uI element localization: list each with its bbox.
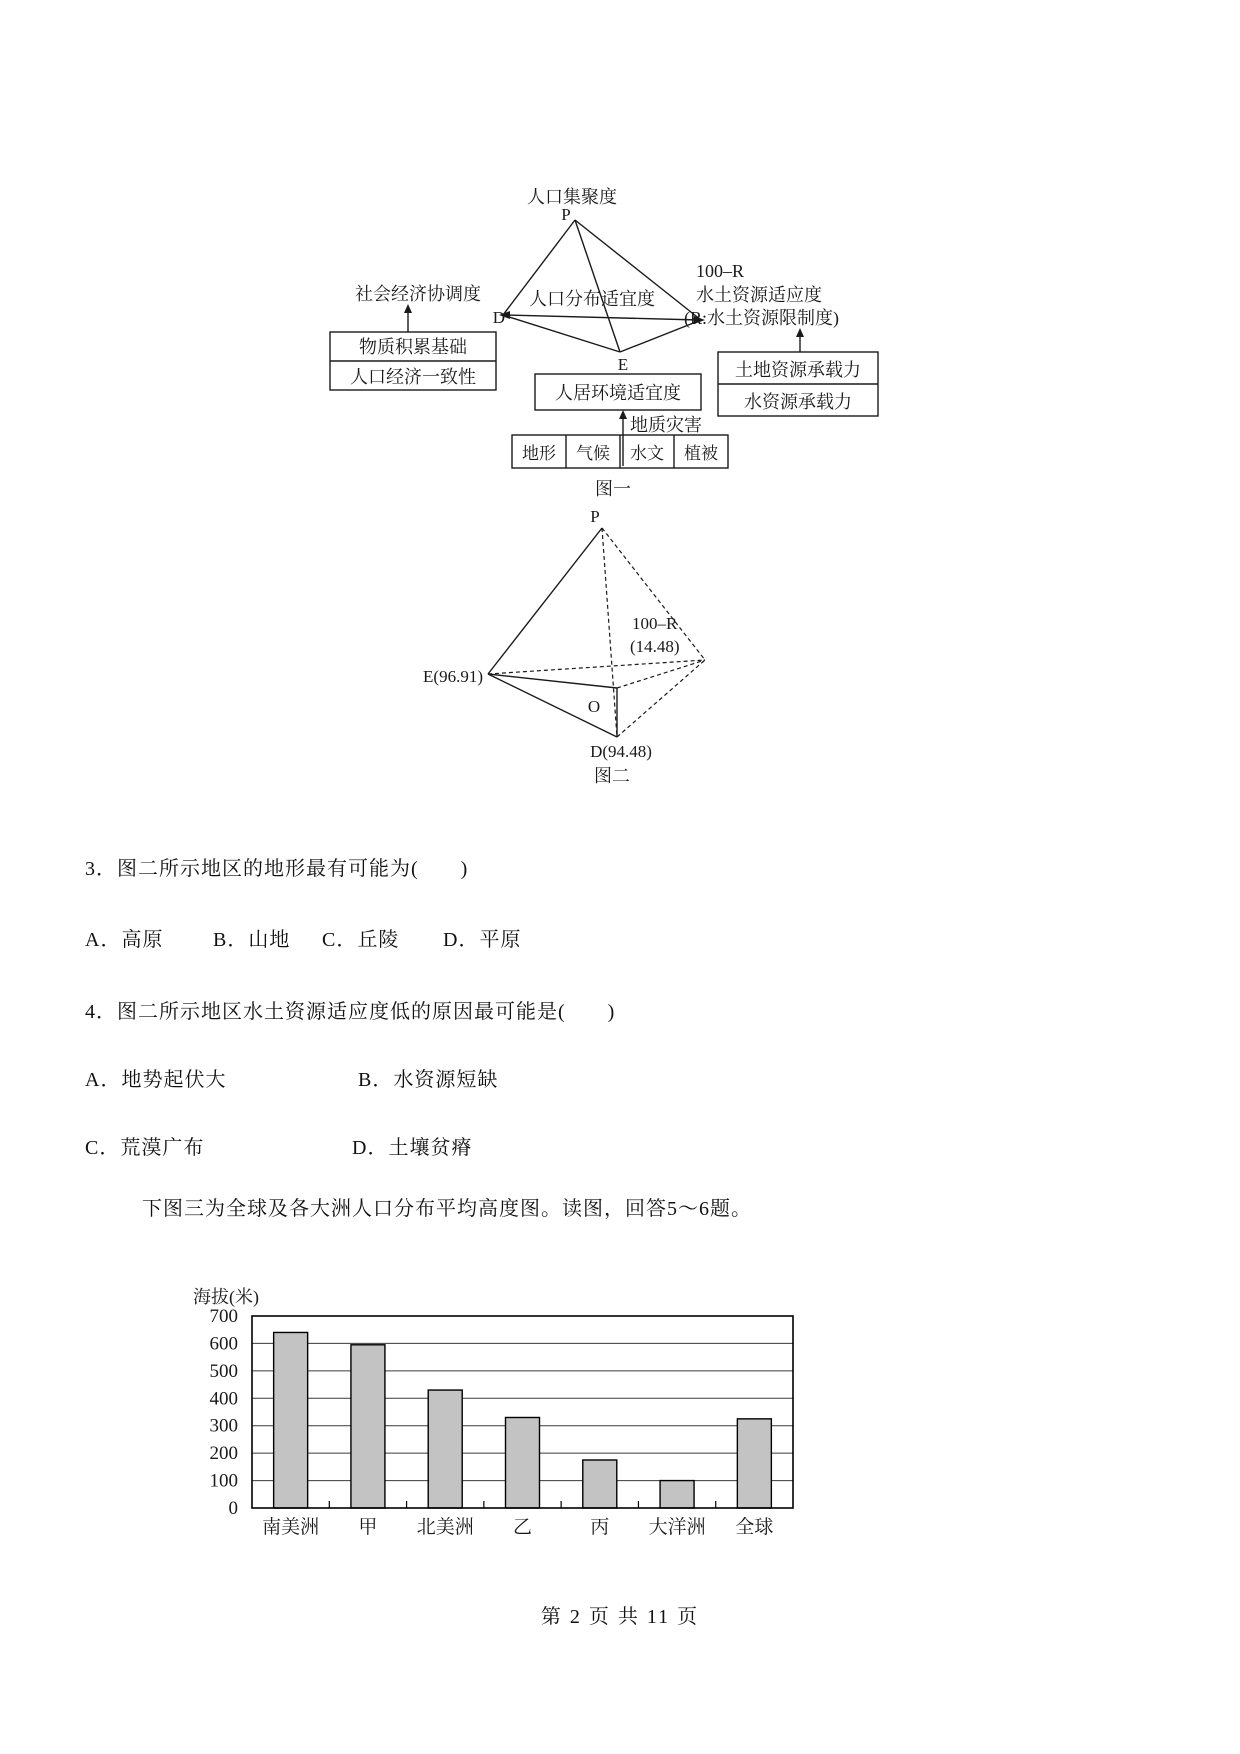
fig1-table-cell-climate: 气候 bbox=[576, 444, 610, 463]
y-tick-100: 100 bbox=[209, 1470, 238, 1492]
fig2-p-label: P bbox=[590, 507, 600, 526]
fig1-table-cell-hydrology: 水文 bbox=[630, 444, 664, 463]
fig1-center-box-label: 人居环境适宜度 bbox=[555, 383, 681, 403]
fig1-right-box-row1: 土地资源承载力 bbox=[735, 360, 861, 380]
y-tick-0: 0 bbox=[228, 1498, 238, 1519]
fig1-left-axis-title: 社会经济协调度 bbox=[355, 284, 481, 304]
figure1-and-figure2 bbox=[300, 150, 920, 810]
y-tick-700: 700 bbox=[209, 1306, 238, 1327]
y-tick-200: 200 bbox=[209, 1443, 238, 1465]
x-label-丙: 丙 bbox=[590, 1517, 610, 1538]
fig1-table-cell-vegetation: 植被 bbox=[684, 444, 718, 463]
fig2-o-label: O bbox=[587, 697, 601, 716]
bar-全球 bbox=[737, 1419, 771, 1508]
fig1-inner-label: 人口分布适宜度 bbox=[529, 289, 655, 309]
y-tick-300: 300 bbox=[209, 1415, 238, 1437]
question-4-option-b: B．水资源短缺 bbox=[358, 1069, 499, 1091]
x-label-南美洲: 南美洲 bbox=[262, 1517, 320, 1538]
fig1-left-up-arrowhead bbox=[404, 304, 412, 313]
fig1-right-axis-line3: (R:水土资源限制度) bbox=[684, 308, 839, 328]
fig1-apex-title: 人口集聚度 bbox=[527, 187, 617, 207]
question-4-option-d: D．土壤贫瘠 bbox=[352, 1137, 473, 1159]
fig1-right-axis-line2: 水土资源适应度 bbox=[696, 285, 822, 305]
bar-甲 bbox=[351, 1345, 385, 1508]
x-label-全球: 全球 bbox=[735, 1517, 774, 1538]
fig2-e-label: E(96.91) bbox=[423, 667, 483, 686]
y-tick-400: 400 bbox=[209, 1388, 238, 1410]
fig1-hazard-label: 地质灾害 bbox=[630, 415, 702, 435]
question-4-option-c: C．荒漠广布 bbox=[85, 1137, 205, 1159]
page-number-footer: 第 2 页 共 11 页 bbox=[540, 1606, 700, 1628]
intro-questions-5-6: 下图三为全球及各大洲人口分布平均高度图。读图，回答5～6题。 bbox=[142, 1198, 752, 1220]
fig1-hazard-arrowhead bbox=[619, 410, 627, 419]
x-label-大洋洲: 大洋洲 bbox=[648, 1517, 706, 1538]
fig2-r-label-line2: (14.48) bbox=[630, 637, 680, 656]
x-label-甲: 甲 bbox=[358, 1517, 378, 1538]
figure3-bar-chart bbox=[150, 1270, 850, 1560]
question-3-option-c: C．丘陵 bbox=[322, 929, 400, 951]
question-3-option-a: A．高原 bbox=[85, 929, 164, 951]
fig2-d-label: D(94.48) bbox=[590, 742, 652, 761]
y-axis-label: 海拔(米) bbox=[193, 1287, 259, 1307]
fig1-factor-table bbox=[512, 435, 728, 468]
question-4-text: 4．图二所示地区水土资源适应度低的原因最可能是( ) bbox=[85, 1001, 616, 1023]
question-4-option-a: A．地势起伏大 bbox=[85, 1069, 227, 1091]
fig1-right-axis-line1: 100–R bbox=[696, 261, 745, 281]
figure2-diagram bbox=[423, 507, 705, 786]
fig1-bottom-vertex-label: E bbox=[617, 355, 629, 374]
fig1-right-box-row2: 水资源承载力 bbox=[744, 392, 852, 412]
fig1-left-vertex-label: D bbox=[492, 308, 505, 327]
fig1-table-cell-terrain: 地形 bbox=[522, 444, 556, 463]
fig1-left-box-row1: 物质积累基础 bbox=[359, 337, 467, 357]
bar-大洋洲 bbox=[660, 1481, 694, 1508]
bar-南美洲 bbox=[274, 1332, 308, 1508]
figure1-diagram bbox=[330, 187, 878, 499]
question-3-option-b: B．山地 bbox=[213, 929, 291, 951]
fig2-r-label-line1: 100–R bbox=[632, 614, 678, 633]
figure1-caption: 图一 bbox=[595, 479, 631, 499]
bar-丙 bbox=[583, 1460, 617, 1508]
fig1-left-box-row2: 人口经济一致性 bbox=[350, 367, 476, 387]
question-3-text: 3．图二所示地区的地形最有可能为( ) bbox=[85, 858, 469, 880]
x-label-乙: 乙 bbox=[512, 1517, 533, 1538]
figure2-caption: 图二 bbox=[594, 766, 630, 786]
question-3-option-d: D．平原 bbox=[443, 929, 522, 951]
bar-北美洲 bbox=[428, 1390, 462, 1508]
fig1-right-up-arrowhead bbox=[796, 328, 804, 337]
y-tick-500: 500 bbox=[209, 1360, 238, 1382]
fig1-apex-label: P bbox=[561, 205, 571, 224]
y-tick-600: 600 bbox=[209, 1333, 238, 1355]
bar-乙 bbox=[506, 1417, 540, 1508]
x-label-北美洲: 北美洲 bbox=[416, 1517, 474, 1538]
